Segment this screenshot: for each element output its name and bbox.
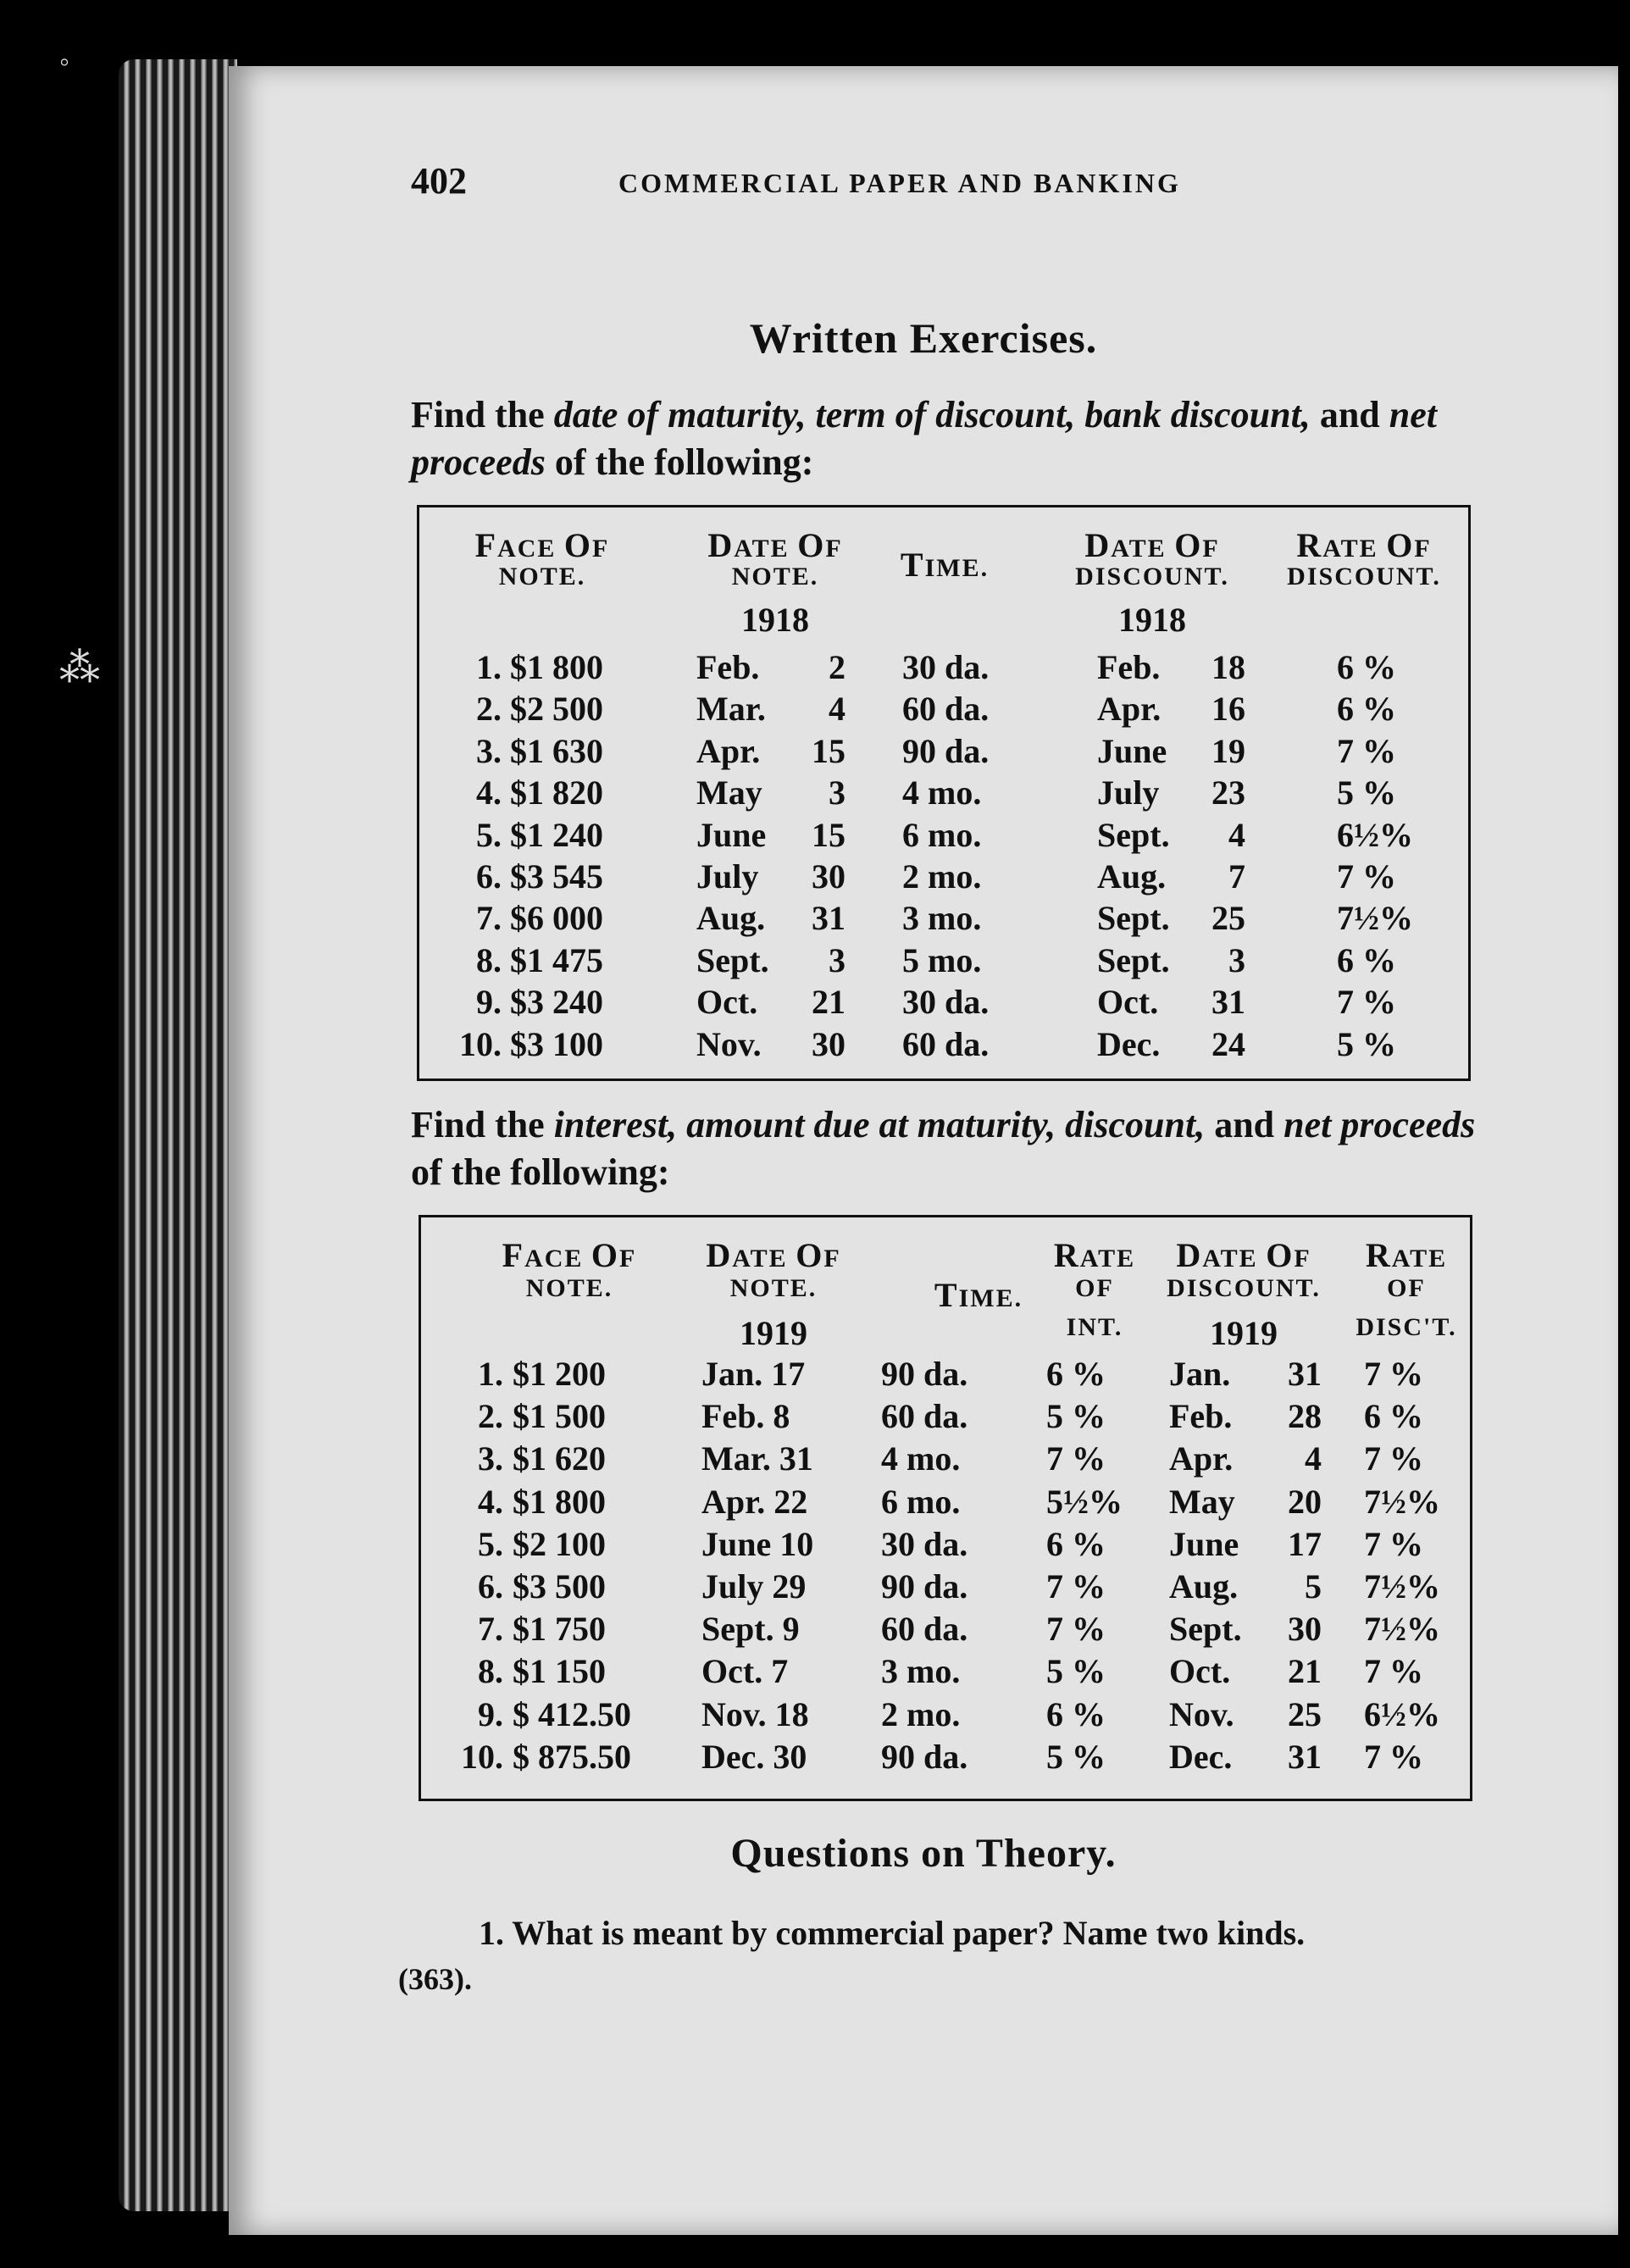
table2-header-6-line-3: DISC'T. <box>1356 1313 1457 1341</box>
table1-discount-month: Sept. <box>1097 816 1170 854</box>
table2-discount-rate: 7 % <box>1364 1525 1423 1563</box>
table1-row-number: 1. <box>476 648 502 686</box>
table2-face-value: $2 100 <box>513 1525 606 1563</box>
table1-discount-day: 19 <box>1211 732 1245 770</box>
table2-interest-rate: 6 % <box>1046 1355 1106 1393</box>
table2-header-2-line-1: DATE OF <box>706 1236 841 1274</box>
table1-note-month: July <box>696 857 759 896</box>
table1-discount-month: Sept. <box>1097 899 1170 937</box>
table2-row-number: 7. <box>478 1610 503 1648</box>
table2-discount-day: 25 <box>1288 1695 1322 1733</box>
table2-discount-rate: 7 % <box>1364 1652 1423 1690</box>
table2-time: 3 mo. <box>881 1652 961 1690</box>
table1-header-4-line-1: DATE OF <box>1084 526 1220 564</box>
table1-discount-day: 16 <box>1211 690 1245 728</box>
table2-note-date: Jan. 17 <box>701 1355 806 1393</box>
table1-face-value: $1 475 <box>510 941 603 979</box>
table2-discount-month: Feb. <box>1169 1397 1233 1435</box>
table2-interest-rate: 5 % <box>1046 1397 1106 1435</box>
table1-discount-month: Oct. <box>1097 983 1159 1021</box>
table1-note-month: Oct. <box>696 983 758 1021</box>
table1-note-month: May <box>696 774 762 812</box>
table1-row-number: 9. <box>476 983 502 1021</box>
table1-row-number: 10. <box>459 1025 502 1063</box>
table2-time: 30 da. <box>881 1525 968 1563</box>
table1-face-value: $1 240 <box>510 816 603 854</box>
question-1: 1. What is meant by commercial paper? Name two kinds. <box>479 1914 1306 1952</box>
table1-discount-month: Feb. <box>1097 648 1161 686</box>
table1-rate: 6 % <box>1337 690 1396 728</box>
table1-time: 3 mo. <box>902 899 982 937</box>
table2-header-2-line-2: NOTE. <box>729 1274 818 1302</box>
table2-discount-rate: 7½% <box>1364 1610 1440 1648</box>
table2-row-number: 5. <box>478 1525 503 1563</box>
table1-header-1-line-2: NOTE. <box>498 563 586 591</box>
table1-discount-day: 23 <box>1211 774 1245 812</box>
table2-discount-rate: 6 % <box>1364 1397 1423 1435</box>
instruction-segment: of the following: <box>545 441 814 483</box>
table2-note-date: Oct. 7 <box>701 1652 789 1690</box>
scan-mark: ⁂ <box>59 646 100 690</box>
table2-header-6-line-2: OF <box>1387 1274 1426 1302</box>
table2-discount-month: June <box>1169 1525 1239 1563</box>
table2-discount-day: 31 <box>1288 1355 1322 1393</box>
table1-header-5-line-2: DISCOUNT. <box>1287 563 1441 591</box>
table2-interest-rate: 7 % <box>1046 1610 1106 1648</box>
table1-discount-day: 24 <box>1211 1025 1245 1063</box>
table2-discount-month: May <box>1169 1483 1235 1521</box>
table1-rate: 7 % <box>1337 983 1396 1021</box>
table1-note-day: 3 <box>829 941 845 979</box>
instruction-segment: net proceeds <box>1283 1104 1476 1145</box>
table2-discount-rate: 7 % <box>1364 1738 1423 1776</box>
table1-header-4-line-3: 1918 <box>1118 601 1186 639</box>
table1-note-month: Sept. <box>696 941 769 979</box>
table2-note-date: Dec. 30 <box>701 1738 807 1776</box>
table1-rate: 6½% <box>1337 816 1413 854</box>
table2-header-4-line-3: INT. <box>1066 1313 1123 1341</box>
table1-note-month: Mar. <box>696 690 766 728</box>
table2-face-value: $ 875.50 <box>513 1738 631 1776</box>
table1-header-3-line-1: TIME. <box>900 546 990 584</box>
table1-note-month: June <box>696 816 767 854</box>
table1-time: 6 mo. <box>902 816 982 854</box>
table1-time: 60 da. <box>902 690 990 728</box>
table2-header-4-line-2: OF <box>1075 1274 1114 1302</box>
table1-row-number: 3. <box>476 732 502 770</box>
table1-note-day: 4 <box>829 690 845 728</box>
table1-note-day: 30 <box>812 857 845 896</box>
table2-interest-rate: 5 % <box>1046 1652 1106 1690</box>
instruction-segment: Find the <box>411 1104 554 1145</box>
table1-note-month: Nov. <box>696 1025 762 1063</box>
table1-note-day: 15 <box>812 816 845 854</box>
table1-time: 2 mo. <box>902 857 982 896</box>
table1-header-4-line-2: DISCOUNT. <box>1075 563 1229 591</box>
table1-row-number: 2. <box>476 690 502 728</box>
table2-time: 6 mo. <box>881 1483 961 1521</box>
table2-discount-rate: 7 % <box>1364 1439 1423 1478</box>
table2-face-value: $1 200 <box>513 1355 606 1393</box>
instruction-segment: and <box>1310 394 1389 435</box>
table1-header-2-line-2: NOTE. <box>731 563 819 591</box>
table2-note-date: Sept. 9 <box>701 1610 800 1648</box>
table2-discount-month: Nov. <box>1169 1695 1234 1733</box>
table2-discount-rate: 7½% <box>1364 1567 1440 1605</box>
table1-header-2-line-3: 1918 <box>741 601 809 639</box>
table1-discount-day: 18 <box>1211 648 1245 686</box>
table2-face-value: $1 750 <box>513 1610 606 1648</box>
table2-discount-rate: 6½% <box>1364 1695 1440 1733</box>
table1-discount-month: Apr. <box>1097 690 1162 728</box>
table2-row-number: 2. <box>478 1397 503 1435</box>
table2-discount-day: 28 <box>1288 1397 1322 1435</box>
table2-row-number: 9. <box>478 1695 503 1733</box>
table2-discount-day: 30 <box>1288 1610 1322 1648</box>
table1-rate: 6 % <box>1337 941 1396 979</box>
running-head <box>411 159 1267 210</box>
table1-time: 90 da. <box>902 732 990 770</box>
table1-face-value: $3 100 <box>510 1025 603 1063</box>
question-1-reference: (363). <box>398 1962 472 1996</box>
table1-note-day: 2 <box>829 648 845 686</box>
table1-rate: 7 % <box>1337 857 1396 896</box>
instruction-2 <box>411 1101 1487 1196</box>
table2-time: 4 mo. <box>881 1439 961 1478</box>
table1-rate: 7 % <box>1337 732 1396 770</box>
table2-header-1-line-2: NOTE. <box>525 1274 613 1302</box>
table2-row-number: 10. <box>461 1738 503 1776</box>
table1-header-1-line-1: FACE OF <box>474 526 610 564</box>
table1-time: 60 da. <box>902 1025 990 1063</box>
table2-discount-month: Dec. <box>1169 1738 1233 1776</box>
table1-discount-day: 3 <box>1228 941 1245 979</box>
table2-row-number: 3. <box>478 1439 503 1478</box>
table1-row-number: 4. <box>476 774 502 812</box>
table2-discount-day: 5 <box>1305 1567 1322 1605</box>
table2-face-value: $1 800 <box>513 1483 606 1521</box>
table1-discount-month: Aug. <box>1097 857 1167 896</box>
scan-speck: ◦ <box>59 47 70 78</box>
table2-row-number: 4. <box>478 1483 503 1521</box>
table2-header-5-line-2: DISCOUNT. <box>1167 1274 1321 1302</box>
table1-note-day: 21 <box>812 983 845 1021</box>
table1-row-number: 6. <box>476 857 502 896</box>
table2-interest-rate: 6 % <box>1046 1695 1106 1733</box>
table1-row-number: 7. <box>476 899 502 937</box>
book-page-edges <box>119 59 237 2211</box>
table2-interest-rate: 5½% <box>1046 1483 1123 1521</box>
table1-face-value: $3 545 <box>510 857 603 896</box>
table1-time: 4 mo. <box>902 774 982 812</box>
table2-face-value: $1 620 <box>513 1439 606 1478</box>
table2-discount-rate: 7½% <box>1364 1483 1440 1521</box>
table2-discount-day: 31 <box>1288 1738 1322 1776</box>
table2-discount-day: 4 <box>1305 1439 1322 1478</box>
table1-face-value: $1 630 <box>510 732 603 770</box>
table1-row-number: 5. <box>476 816 502 854</box>
table1-face-value: $3 240 <box>510 983 603 1021</box>
table1-discount-month: Sept. <box>1097 941 1170 979</box>
table1-discount-day: 7 <box>1228 857 1245 896</box>
instruction-segment: date of maturity, term of discount, bank discount, <box>553 394 1311 435</box>
table2-note-date: Mar. 31 <box>701 1439 813 1478</box>
table2-header-2-line-3: 1919 <box>740 1314 807 1352</box>
table1-time: 30 da. <box>902 983 990 1021</box>
table2-discount-month: Sept. <box>1169 1610 1242 1648</box>
table1-discount-day: 31 <box>1211 983 1245 1021</box>
page-number: 402 <box>411 160 467 202</box>
running-title: COMMERCIAL PAPER AND BANKING <box>618 168 1181 198</box>
table2-note-date: Nov. 18 <box>701 1695 809 1733</box>
table2-face-value: $1 500 <box>513 1397 606 1435</box>
table2-discount-month: Oct. <box>1169 1652 1231 1690</box>
table1-face-value: $1 820 <box>510 774 603 812</box>
table2-header-6-line-1: RATE <box>1365 1236 1448 1274</box>
table2-interest-rate: 6 % <box>1046 1525 1106 1563</box>
table2-time: 90 da. <box>881 1355 968 1393</box>
table1-face-value: $6 000 <box>510 899 603 937</box>
instruction-segment: and <box>1205 1104 1284 1145</box>
table1-discount-month: June <box>1097 732 1167 770</box>
table2-note-date: June 10 <box>701 1525 814 1563</box>
table2-note-date: Apr. 22 <box>701 1483 808 1521</box>
table1-discount-day: 25 <box>1211 899 1245 937</box>
table2-header-1-line-1: FACE OF <box>502 1236 637 1274</box>
table1-face-value: $2 500 <box>510 690 603 728</box>
table1-discount-month: July <box>1097 774 1160 812</box>
table1-rate: 7½% <box>1337 899 1413 937</box>
table1-header-2-line-1: DATE OF <box>707 526 843 564</box>
instruction-segment: interest, amount due at maturity, discount, <box>553 1104 1206 1145</box>
table1-note-day: 3 <box>829 774 845 812</box>
table2-row-number: 1. <box>478 1355 503 1393</box>
section-title-written-exercises: Written Exercises. <box>749 314 1098 362</box>
table2-time: 60 da. <box>881 1397 968 1435</box>
table2-time: 90 da. <box>881 1738 968 1776</box>
table1-rate: 5 % <box>1337 774 1396 812</box>
table2-note-date: Feb. 8 <box>701 1397 790 1435</box>
table1-note-day: 30 <box>812 1025 845 1063</box>
table2-discount-rate: 7 % <box>1364 1355 1423 1393</box>
table2-discount-month: Jan. <box>1169 1355 1231 1393</box>
table1-note-month: Apr. <box>696 732 761 770</box>
table2-time: 90 da. <box>881 1567 968 1605</box>
table2-discount-month: Apr. <box>1169 1439 1234 1478</box>
table2-row-number: 8. <box>478 1652 503 1690</box>
table2-discount-month: Aug. <box>1169 1567 1239 1605</box>
table2-note-date: July 29 <box>701 1567 807 1605</box>
table2-face-value: $1 150 <box>513 1652 606 1690</box>
table1-face-value: $1 800 <box>510 648 603 686</box>
table1-time: 30 da. <box>902 648 990 686</box>
table1-note-month: Aug. <box>696 899 766 937</box>
table2-header-5-line-1: DATE OF <box>1176 1236 1311 1274</box>
table2-header-4-line-1: RATE <box>1053 1236 1136 1274</box>
table2-interest-rate: 5 % <box>1046 1738 1106 1776</box>
section-title-questions-on-theory: Questions on Theory. <box>730 1831 1117 1876</box>
table2-face-value: $ 412.50 <box>513 1695 631 1733</box>
table1-row-number: 8. <box>476 941 502 979</box>
instruction-segment: of the following: <box>411 1151 670 1193</box>
table1-discount-month: Dec. <box>1097 1025 1161 1063</box>
table1-header-5-line-1: RATE OF <box>1296 526 1432 564</box>
table2-row-number: 6. <box>478 1567 503 1605</box>
table2-interest-rate: 7 % <box>1046 1439 1106 1478</box>
table2-interest-rate: 7 % <box>1046 1567 1106 1605</box>
instruction-segment: Find the <box>411 394 554 435</box>
table1-rate: 6 % <box>1337 648 1396 686</box>
table1-note-month: Feb. <box>696 648 760 686</box>
table1-rate: 5 % <box>1337 1025 1396 1063</box>
table2-face-value: $3 500 <box>513 1567 606 1605</box>
table2-time: 2 mo. <box>881 1695 961 1733</box>
table2-discount-day: 20 <box>1288 1483 1322 1521</box>
table1-discount-day: 4 <box>1228 816 1245 854</box>
table2-header-3-line-1: TIME. <box>934 1276 1023 1314</box>
table1-note-day: 15 <box>812 732 845 770</box>
instruction-1 <box>411 391 1487 486</box>
table1-time: 5 mo. <box>902 941 982 979</box>
table2-header-5-line-3: 1919 <box>1210 1314 1278 1352</box>
table2-discount-day: 21 <box>1288 1652 1322 1690</box>
table1-note-day: 31 <box>812 899 845 937</box>
table2-discount-day: 17 <box>1288 1525 1322 1563</box>
instruction-segment: net proceeds <box>411 394 1437 483</box>
table2-time: 60 da. <box>881 1610 968 1648</box>
